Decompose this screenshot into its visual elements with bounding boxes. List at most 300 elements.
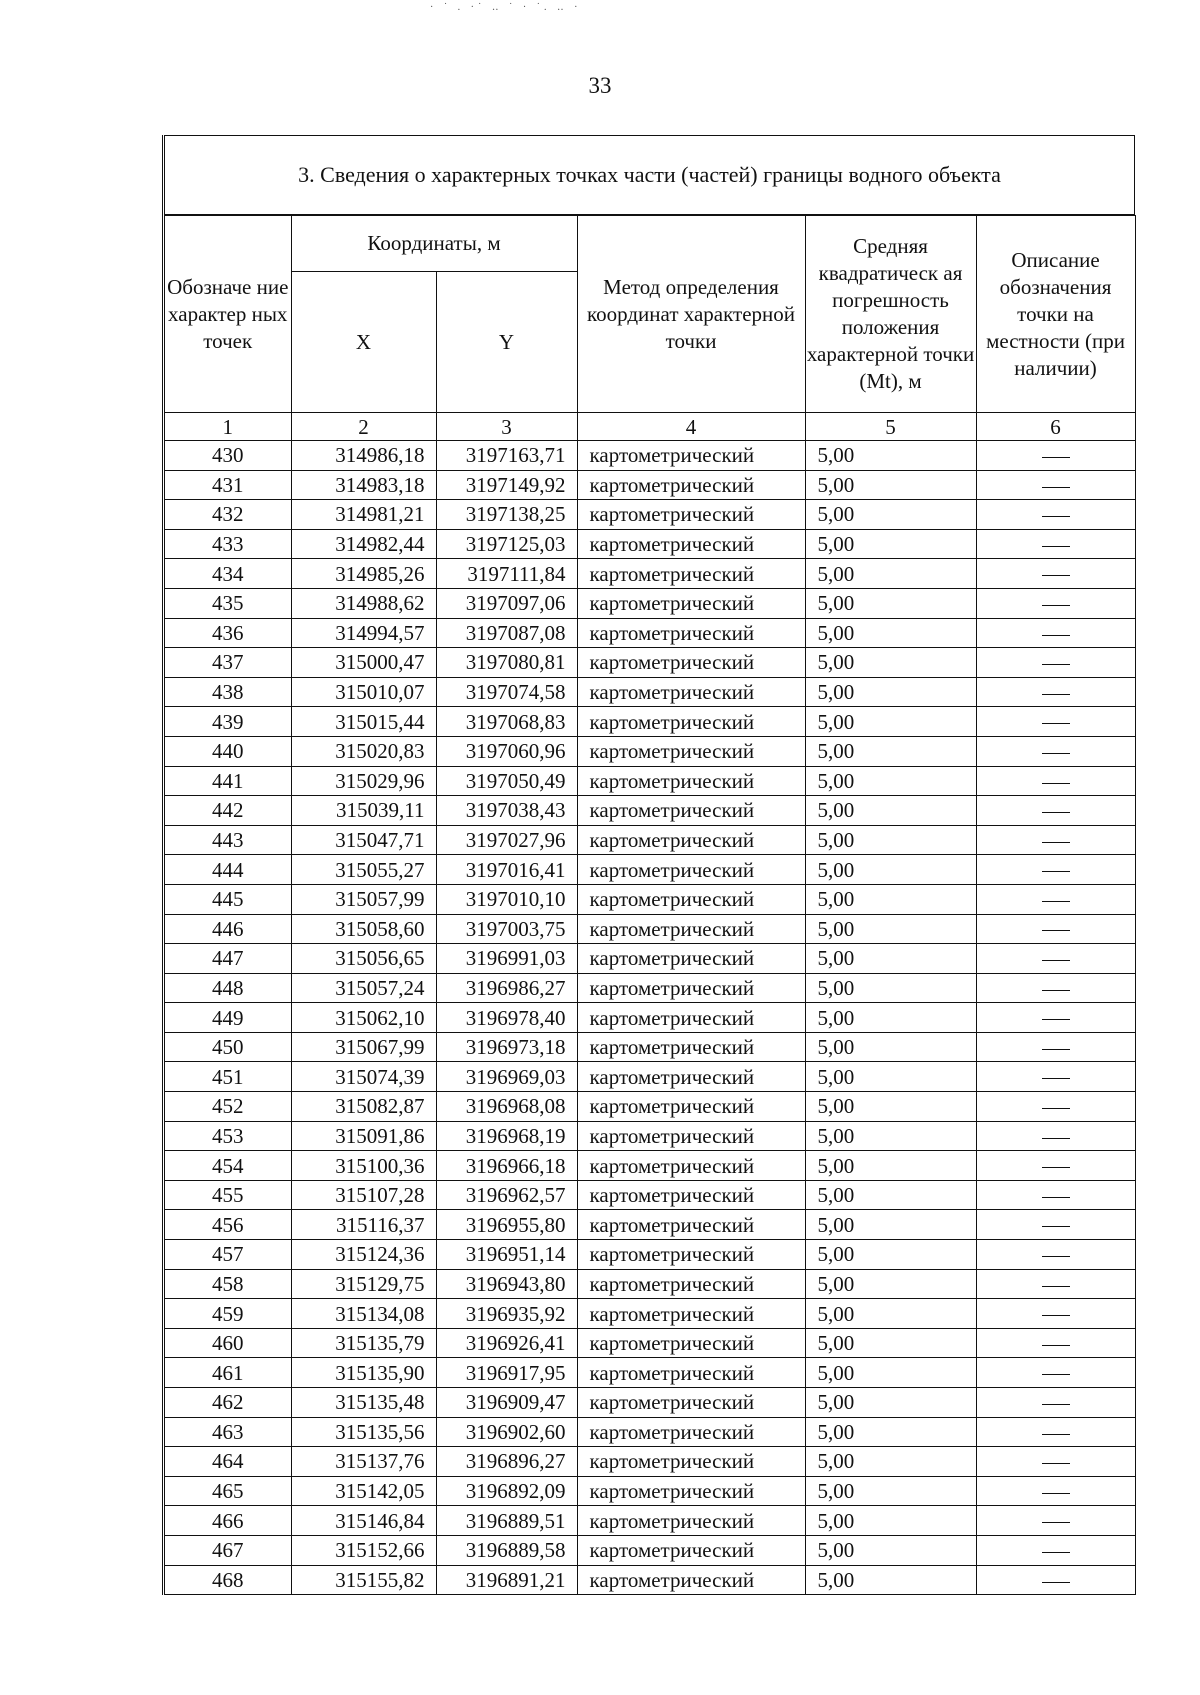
table-row xyxy=(165,1121,1135,1151)
method-cell: картометрический xyxy=(577,1180,805,1210)
y-coordinate-cell: 3196968,08 xyxy=(436,1092,577,1122)
error-cell: 5,00 xyxy=(805,500,976,530)
point-id-cell: 467 xyxy=(165,1535,291,1565)
header-y: Y xyxy=(436,272,577,413)
y-coordinate-cell: 3196935,92 xyxy=(436,1299,577,1329)
method-cell: картометрический xyxy=(577,529,805,559)
y-coordinate-cell: 3197087,08 xyxy=(436,618,577,648)
x-coordinate-cell: 315057,24 xyxy=(291,973,436,1003)
x-coordinate-cell: 315116,37 xyxy=(291,1210,436,1240)
description-cell xyxy=(976,1180,1135,1210)
error-cell: 5,00 xyxy=(805,707,976,737)
point-id-cell: 430 xyxy=(165,441,291,471)
error-cell: 5,00 xyxy=(805,973,976,1003)
x-coordinate-cell: 315029,96 xyxy=(291,766,436,796)
method-cell: картометрический xyxy=(577,736,805,766)
y-coordinate-cell: 3197138,25 xyxy=(436,500,577,530)
description-cell xyxy=(976,470,1135,500)
error-cell: 5,00 xyxy=(805,1388,976,1418)
table-row xyxy=(165,973,1135,1003)
x-coordinate-cell: 314982,44 xyxy=(291,529,436,559)
dash-mark xyxy=(1042,1404,1070,1405)
description-cell xyxy=(976,1358,1135,1388)
point-id-cell: 463 xyxy=(165,1417,291,1447)
x-coordinate-cell: 315124,36 xyxy=(291,1240,436,1270)
table-row xyxy=(165,1092,1135,1122)
description-cell xyxy=(976,1003,1135,1033)
point-id-cell: 434 xyxy=(165,559,291,589)
description-cell xyxy=(976,677,1135,707)
dash-mark xyxy=(1042,487,1070,488)
dash-mark xyxy=(1042,1522,1070,1523)
error-cell: 5,00 xyxy=(805,588,976,618)
table-row xyxy=(165,1003,1135,1033)
dash-mark xyxy=(1042,930,1070,931)
dash-mark xyxy=(1042,694,1070,695)
x-coordinate-cell: 315067,99 xyxy=(291,1032,436,1062)
description-cell xyxy=(976,1328,1135,1358)
x-coordinate-cell: 315047,71 xyxy=(291,825,436,855)
x-coordinate-cell: 315057,99 xyxy=(291,884,436,914)
description-cell xyxy=(976,559,1135,589)
dash-mark xyxy=(1042,1315,1070,1316)
y-coordinate-cell: 3196962,57 xyxy=(436,1180,577,1210)
dash-mark xyxy=(1042,1374,1070,1375)
y-coordinate-cell: 3196917,95 xyxy=(436,1358,577,1388)
method-cell: картометрический xyxy=(577,588,805,618)
description-cell xyxy=(976,944,1135,974)
x-coordinate-cell: 315062,10 xyxy=(291,1003,436,1033)
description-cell xyxy=(976,855,1135,885)
description-cell xyxy=(976,707,1135,737)
x-coordinate-cell: 315155,82 xyxy=(291,1565,436,1595)
table-row xyxy=(165,618,1135,648)
x-coordinate-cell: 315056,65 xyxy=(291,944,436,974)
point-id-cell: 447 xyxy=(165,944,291,974)
y-coordinate-cell: 3197027,96 xyxy=(436,825,577,855)
error-cell: 5,00 xyxy=(805,1299,976,1329)
dash-mark xyxy=(1042,605,1070,606)
x-coordinate-cell: 315134,08 xyxy=(291,1299,436,1329)
description-cell xyxy=(976,1447,1135,1477)
dash-mark xyxy=(1042,1463,1070,1464)
y-coordinate-cell: 3197111,84 xyxy=(436,559,577,589)
column-number: 2 xyxy=(291,413,436,441)
dash-mark xyxy=(1042,664,1070,665)
x-coordinate-cell: 315137,76 xyxy=(291,1447,436,1477)
method-cell: картометрический xyxy=(577,1565,805,1595)
table-row xyxy=(165,1299,1135,1329)
table-row xyxy=(165,707,1135,737)
dash-mark xyxy=(1042,753,1070,754)
dash-mark xyxy=(1042,1552,1070,1553)
x-coordinate-cell: 315142,05 xyxy=(291,1476,436,1506)
column-number: 4 xyxy=(577,413,805,441)
point-id-cell: 464 xyxy=(165,1447,291,1477)
table-row xyxy=(165,441,1135,471)
table-row xyxy=(165,677,1135,707)
y-coordinate-cell: 3197149,92 xyxy=(436,470,577,500)
x-coordinate-cell: 314988,62 xyxy=(291,588,436,618)
error-cell: 5,00 xyxy=(805,1062,976,1092)
method-cell: картометрический xyxy=(577,944,805,974)
x-coordinate-cell: 315135,56 xyxy=(291,1417,436,1447)
method-cell: картометрический xyxy=(577,796,805,826)
description-cell xyxy=(976,736,1135,766)
dash-mark xyxy=(1042,990,1070,991)
description-cell xyxy=(976,1032,1135,1062)
table-row xyxy=(165,588,1135,618)
point-id-cell: 440 xyxy=(165,736,291,766)
x-coordinate-cell: 315152,66 xyxy=(291,1535,436,1565)
method-cell: картометрический xyxy=(577,1062,805,1092)
scan-noise: · ˙ . ·˙ ‥ ˙ · ˙. ‥ · xyxy=(430,2,582,13)
point-id-cell: 465 xyxy=(165,1476,291,1506)
description-cell xyxy=(976,1476,1135,1506)
header-point: Обозначе ние характер ных точек xyxy=(165,216,291,413)
description-cell xyxy=(976,1506,1135,1536)
description-cell xyxy=(976,1240,1135,1270)
method-cell: картометрический xyxy=(577,973,805,1003)
error-cell: 5,00 xyxy=(805,1269,976,1299)
table-row xyxy=(165,1417,1135,1447)
method-cell: картометрический xyxy=(577,855,805,885)
dash-mark xyxy=(1042,546,1070,547)
y-coordinate-cell: 3197068,83 xyxy=(436,707,577,737)
dash-mark xyxy=(1042,842,1070,843)
table-row xyxy=(165,884,1135,914)
method-cell: картометрический xyxy=(577,1535,805,1565)
point-id-cell: 441 xyxy=(165,766,291,796)
table-row xyxy=(165,529,1135,559)
point-id-cell: 455 xyxy=(165,1180,291,1210)
error-cell: 5,00 xyxy=(805,1032,976,1062)
header-coordinates: Координаты, м xyxy=(291,216,577,272)
point-id-cell: 443 xyxy=(165,825,291,855)
method-cell: картометрический xyxy=(577,470,805,500)
dash-mark xyxy=(1042,457,1070,458)
dash-mark xyxy=(1042,1197,1070,1198)
x-coordinate-cell: 315146,84 xyxy=(291,1506,436,1536)
method-cell: картометрический xyxy=(577,618,805,648)
table-row xyxy=(165,1151,1135,1181)
x-coordinate-cell: 315000,47 xyxy=(291,648,436,678)
error-cell: 5,00 xyxy=(805,470,976,500)
point-id-cell: 437 xyxy=(165,648,291,678)
error-cell: 5,00 xyxy=(805,1358,976,1388)
table-row xyxy=(165,914,1135,944)
table-row xyxy=(165,825,1135,855)
x-coordinate-cell: 315107,28 xyxy=(291,1180,436,1210)
x-coordinate-cell: 315135,48 xyxy=(291,1388,436,1418)
point-id-cell: 435 xyxy=(165,588,291,618)
column-number: 5 xyxy=(805,413,976,441)
dash-mark xyxy=(1042,812,1070,813)
dash-mark xyxy=(1042,1138,1070,1139)
point-id-cell: 459 xyxy=(165,1299,291,1329)
x-coordinate-cell: 314994,57 xyxy=(291,618,436,648)
method-cell: картометрический xyxy=(577,1447,805,1477)
error-cell: 5,00 xyxy=(805,914,976,944)
table-row xyxy=(165,796,1135,826)
y-coordinate-cell: 3197097,06 xyxy=(436,588,577,618)
method-cell: картометрический xyxy=(577,914,805,944)
y-coordinate-cell: 3196951,14 xyxy=(436,1240,577,1270)
method-cell: картометрический xyxy=(577,884,805,914)
description-cell xyxy=(976,618,1135,648)
description-cell xyxy=(976,588,1135,618)
dash-mark xyxy=(1042,1049,1070,1050)
point-id-cell: 436 xyxy=(165,618,291,648)
method-cell: картометрический xyxy=(577,1121,805,1151)
header-error: Средняя квадратическ ая погрешность положения характерной точки (Mt), м xyxy=(805,216,976,413)
error-cell: 5,00 xyxy=(805,825,976,855)
point-id-cell: 454 xyxy=(165,1151,291,1181)
point-id-cell: 448 xyxy=(165,973,291,1003)
error-cell: 5,00 xyxy=(805,648,976,678)
method-cell: картометрический xyxy=(577,1358,805,1388)
y-coordinate-cell: 3196926,41 xyxy=(436,1328,577,1358)
point-id-cell: 468 xyxy=(165,1565,291,1595)
dash-mark xyxy=(1042,783,1070,784)
x-coordinate-cell: 315135,90 xyxy=(291,1358,436,1388)
point-id-cell: 442 xyxy=(165,796,291,826)
table-row xyxy=(165,1240,1135,1270)
dash-mark xyxy=(1042,1582,1070,1583)
method-cell: картометрический xyxy=(577,441,805,471)
table-row xyxy=(165,1328,1135,1358)
table-row xyxy=(165,1535,1135,1565)
table-row xyxy=(165,1180,1135,1210)
error-cell: 5,00 xyxy=(805,884,976,914)
error-cell: 5,00 xyxy=(805,529,976,559)
header-x: X xyxy=(291,272,436,413)
error-cell: 5,00 xyxy=(805,1240,976,1270)
table-row xyxy=(165,766,1135,796)
y-coordinate-cell: 3196892,09 xyxy=(436,1476,577,1506)
header-description: Описание обозначения точки на местности (при наличии) xyxy=(976,216,1135,413)
description-cell xyxy=(976,529,1135,559)
table-row xyxy=(165,1388,1135,1418)
y-coordinate-cell: 3196973,18 xyxy=(436,1032,577,1062)
dash-mark xyxy=(1042,575,1070,576)
dash-mark xyxy=(1042,1108,1070,1109)
point-id-cell: 451 xyxy=(165,1062,291,1092)
dash-mark xyxy=(1042,901,1070,902)
method-cell: картометрический xyxy=(577,707,805,737)
description-cell xyxy=(976,1210,1135,1240)
error-cell: 5,00 xyxy=(805,1447,976,1477)
y-coordinate-cell: 3196991,03 xyxy=(436,944,577,974)
x-coordinate-cell: 315015,44 xyxy=(291,707,436,737)
error-cell: 5,00 xyxy=(805,1328,976,1358)
error-cell: 5,00 xyxy=(805,441,976,471)
description-cell xyxy=(976,1535,1135,1565)
method-cell: картометрический xyxy=(577,1299,805,1329)
description-cell xyxy=(976,825,1135,855)
point-id-cell: 460 xyxy=(165,1328,291,1358)
dash-mark xyxy=(1042,1226,1070,1227)
method-cell: картометрический xyxy=(577,677,805,707)
table-row xyxy=(165,559,1135,589)
y-coordinate-cell: 3197050,49 xyxy=(436,766,577,796)
method-cell: картометрический xyxy=(577,766,805,796)
dash-mark xyxy=(1042,1256,1070,1257)
method-cell: картометрический xyxy=(577,559,805,589)
y-coordinate-cell: 3196889,58 xyxy=(436,1535,577,1565)
y-coordinate-cell: 3196902,60 xyxy=(436,1417,577,1447)
point-id-cell: 452 xyxy=(165,1092,291,1122)
method-cell: картометрический xyxy=(577,648,805,678)
method-cell: картометрический xyxy=(577,1240,805,1270)
point-id-cell: 457 xyxy=(165,1240,291,1270)
error-cell: 5,00 xyxy=(805,1535,976,1565)
table-row xyxy=(165,1062,1135,1092)
column-number: 1 xyxy=(165,413,291,441)
error-cell: 5,00 xyxy=(805,1210,976,1240)
y-coordinate-cell: 3196955,80 xyxy=(436,1210,577,1240)
x-coordinate-cell: 315100,36 xyxy=(291,1151,436,1181)
x-coordinate-cell: 315082,87 xyxy=(291,1092,436,1122)
description-cell xyxy=(976,1121,1135,1151)
point-id-cell: 458 xyxy=(165,1269,291,1299)
description-cell xyxy=(976,1417,1135,1447)
description-cell xyxy=(976,914,1135,944)
y-coordinate-cell: 3197010,10 xyxy=(436,884,577,914)
method-cell: картометрический xyxy=(577,1417,805,1447)
table-row xyxy=(165,1447,1135,1477)
description-cell xyxy=(976,766,1135,796)
x-coordinate-cell: 314983,18 xyxy=(291,470,436,500)
page-number: 33 xyxy=(588,73,612,98)
description-cell xyxy=(976,1269,1135,1299)
table-row xyxy=(165,1565,1135,1595)
dash-mark xyxy=(1042,1493,1070,1494)
x-coordinate-cell: 314986,18 xyxy=(291,441,436,471)
dash-mark xyxy=(1042,1167,1070,1168)
points-table-body xyxy=(165,441,1135,1595)
error-cell: 5,00 xyxy=(805,1092,976,1122)
method-cell: картометрический xyxy=(577,1328,805,1358)
y-coordinate-cell: 3197163,71 xyxy=(436,441,577,471)
table-row xyxy=(165,1032,1135,1062)
y-coordinate-cell: 3197038,43 xyxy=(436,796,577,826)
section-title: 3. Сведения о характерных точках части (частей) границы водного объекта xyxy=(165,135,1135,215)
y-coordinate-cell: 3196896,27 xyxy=(436,1447,577,1477)
method-cell: картометрический xyxy=(577,1269,805,1299)
dash-mark xyxy=(1042,1078,1070,1079)
y-coordinate-cell: 3197080,81 xyxy=(436,648,577,678)
y-coordinate-cell: 3196986,27 xyxy=(436,973,577,1003)
x-coordinate-cell: 315010,07 xyxy=(291,677,436,707)
error-cell: 5,00 xyxy=(805,1151,976,1181)
description-cell xyxy=(976,973,1135,1003)
method-cell: картометрический xyxy=(577,1151,805,1181)
error-cell: 5,00 xyxy=(805,1506,976,1536)
error-cell: 5,00 xyxy=(805,1003,976,1033)
x-coordinate-cell: 315039,11 xyxy=(291,796,436,826)
dash-mark xyxy=(1042,1286,1070,1287)
dash-mark xyxy=(1042,635,1070,636)
table-row xyxy=(165,1210,1135,1240)
point-id-cell: 439 xyxy=(165,707,291,737)
y-coordinate-cell: 3196969,03 xyxy=(436,1062,577,1092)
table-row xyxy=(165,1506,1135,1536)
table-row xyxy=(165,648,1135,678)
table-row xyxy=(165,944,1135,974)
y-coordinate-cell: 3196889,51 xyxy=(436,1506,577,1536)
error-cell: 5,00 xyxy=(805,559,976,589)
x-coordinate-cell: 315020,83 xyxy=(291,736,436,766)
point-id-cell: 433 xyxy=(165,529,291,559)
description-cell xyxy=(976,441,1135,471)
point-id-cell: 456 xyxy=(165,1210,291,1240)
point-id-cell: 438 xyxy=(165,677,291,707)
x-coordinate-cell: 315074,39 xyxy=(291,1062,436,1092)
method-cell: картометрический xyxy=(577,1388,805,1418)
dash-mark xyxy=(1042,1345,1070,1346)
y-coordinate-cell: 3197125,03 xyxy=(436,529,577,559)
description-cell xyxy=(976,1299,1135,1329)
method-cell: картометрический xyxy=(577,1506,805,1536)
description-cell xyxy=(976,1565,1135,1595)
dash-mark xyxy=(1042,871,1070,872)
error-cell: 5,00 xyxy=(805,1476,976,1506)
table-row xyxy=(165,500,1135,530)
error-cell: 5,00 xyxy=(805,736,976,766)
point-id-cell: 450 xyxy=(165,1032,291,1062)
y-coordinate-cell: 3197003,75 xyxy=(436,914,577,944)
point-id-cell: 461 xyxy=(165,1358,291,1388)
x-coordinate-cell: 314981,21 xyxy=(291,500,436,530)
x-coordinate-cell: 315091,86 xyxy=(291,1121,436,1151)
description-cell xyxy=(976,884,1135,914)
point-id-cell: 453 xyxy=(165,1121,291,1151)
error-cell: 5,00 xyxy=(805,855,976,885)
description-cell xyxy=(976,1388,1135,1418)
method-cell: картометрический xyxy=(577,500,805,530)
error-cell: 5,00 xyxy=(805,618,976,648)
description-cell xyxy=(976,1151,1135,1181)
error-cell: 5,00 xyxy=(805,1180,976,1210)
point-id-cell: 432 xyxy=(165,500,291,530)
error-cell: 5,00 xyxy=(805,766,976,796)
table-row xyxy=(165,470,1135,500)
column-number: 6 xyxy=(976,413,1135,441)
description-cell xyxy=(976,1062,1135,1092)
dash-mark xyxy=(1042,723,1070,724)
points-table xyxy=(165,215,1136,1595)
x-coordinate-cell: 315135,79 xyxy=(291,1328,436,1358)
description-cell xyxy=(976,500,1135,530)
table-row xyxy=(165,855,1135,885)
method-cell: картометрический xyxy=(577,825,805,855)
column-numbers-row xyxy=(165,413,1135,441)
table-row xyxy=(165,1476,1135,1506)
description-cell xyxy=(976,796,1135,826)
error-cell: 5,00 xyxy=(805,944,976,974)
error-cell: 5,00 xyxy=(805,1565,976,1595)
description-cell xyxy=(976,1092,1135,1122)
y-coordinate-cell: 3196943,80 xyxy=(436,1269,577,1299)
table-row xyxy=(165,1269,1135,1299)
x-coordinate-cell: 315058,60 xyxy=(291,914,436,944)
point-id-cell: 462 xyxy=(165,1388,291,1418)
y-coordinate-cell: 3196978,40 xyxy=(436,1003,577,1033)
y-coordinate-cell: 3196968,19 xyxy=(436,1121,577,1151)
points-table-frame xyxy=(162,135,1135,1595)
x-coordinate-cell: 314985,26 xyxy=(291,559,436,589)
